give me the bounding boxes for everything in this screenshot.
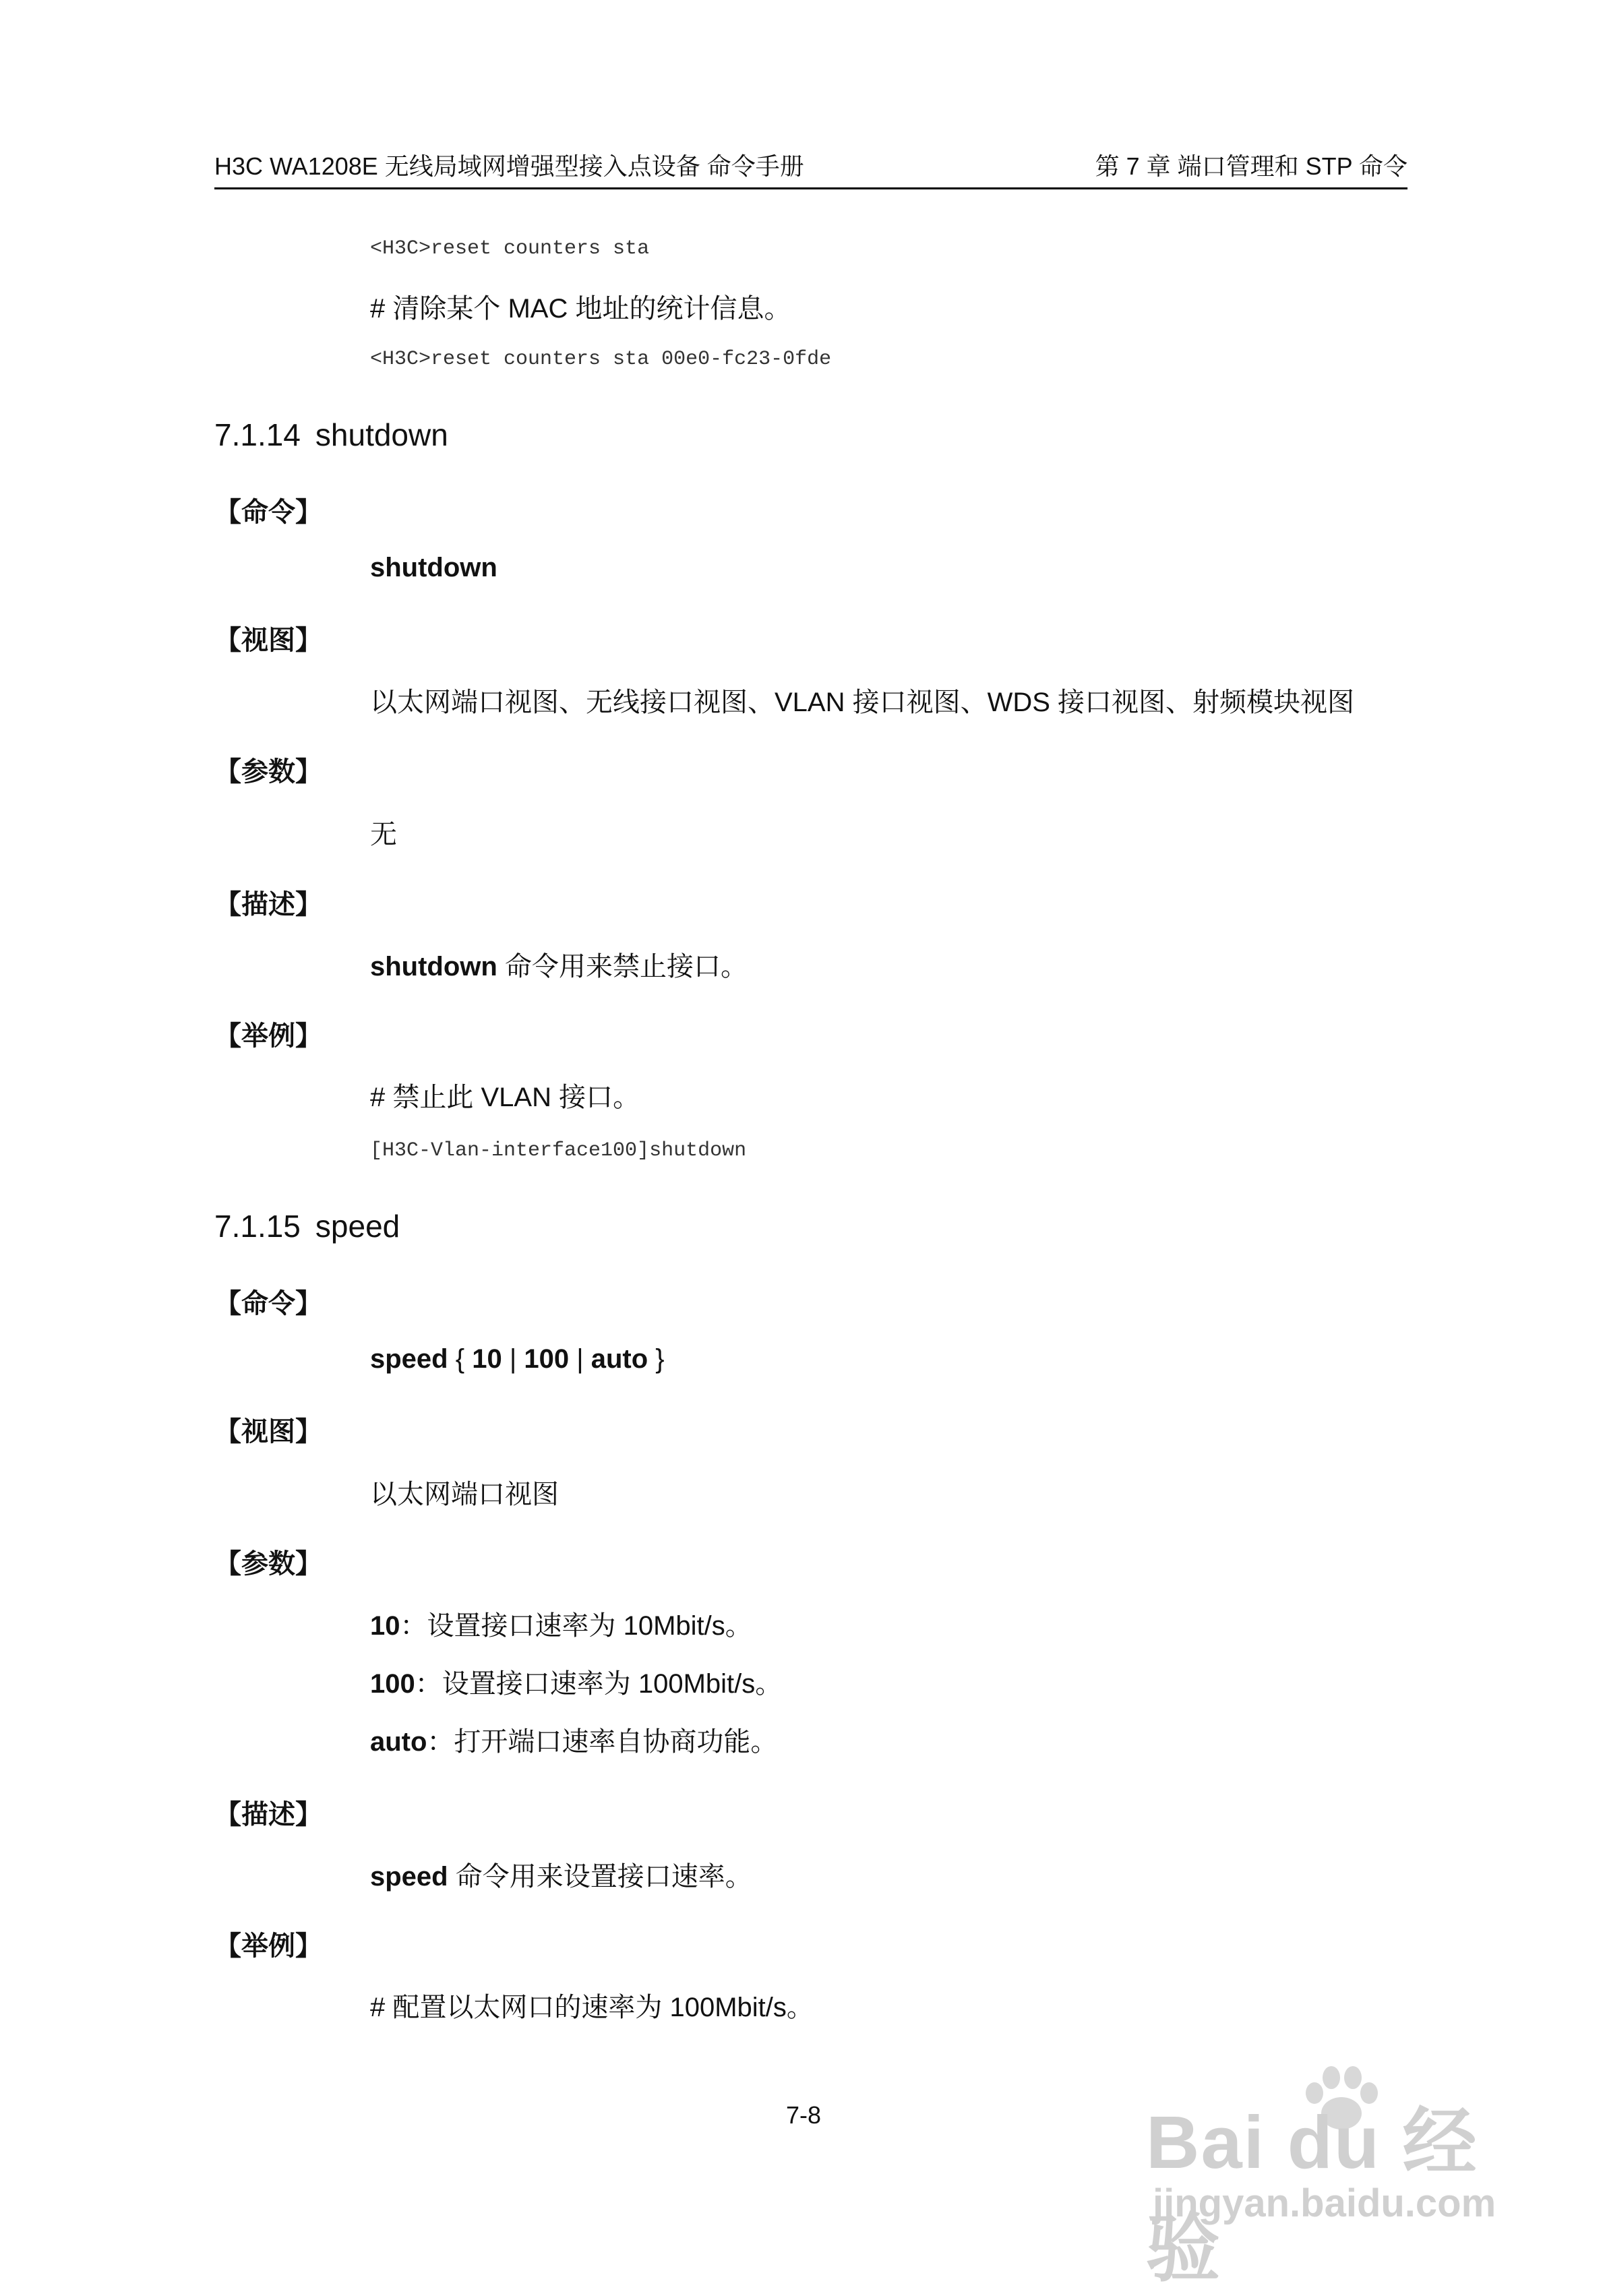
parameter-text: ：设置接口速率为 100Mbit/s。 (415, 1669, 783, 1699)
watermark-url: jingyan.baidu.com (1153, 2181, 1496, 2225)
parameter-key: 100 (370, 1669, 415, 1699)
code-line: [H3C-Vlan-interface100]shutdown (370, 1139, 747, 1162)
code-line: <H3C>reset counters sta 00e0-fc23-0fde (370, 348, 832, 371)
section-number: 7.1.14 (214, 417, 301, 452)
description-text (370, 945, 748, 984)
label-parameters: 【参数】 (214, 757, 322, 787)
example-comment: # 配置以太网口的速率为 100Mbit/s。 (370, 1993, 814, 2022)
syntax-separator: | (569, 1344, 591, 1374)
parameter-item (370, 1720, 777, 1759)
description-rest: 命令用来设置接口速率。 (448, 1862, 752, 1892)
section-title: shutdown (315, 417, 448, 452)
description-text (370, 1855, 752, 1894)
label-example: 【举例】 (214, 1021, 322, 1051)
syntax-option: 10 (472, 1344, 502, 1374)
syntax-option: auto (590, 1344, 648, 1374)
example-comment: # 清除某个 MAC 地址的统计信息。 (370, 294, 791, 324)
command-syntax (370, 553, 497, 583)
section-heading-shutdown (214, 417, 448, 453)
label-description: 【描述】 (214, 1800, 322, 1830)
section-title: speed (315, 1209, 400, 1244)
label-example: 【举例】 (214, 1931, 322, 1961)
command-syntax (370, 1344, 665, 1374)
section-number: 7.1.15 (214, 1209, 301, 1244)
parameters-text: 无 (370, 820, 397, 849)
watermark-logo-text: Bai du 经验 (1146, 2101, 1478, 2291)
baidu-jingyan-watermark (1146, 2063, 1523, 2291)
parameter-key: auto (370, 1727, 427, 1757)
parameter-item (370, 1662, 782, 1701)
description-rest: 命令用来禁止接口。 (497, 952, 748, 981)
label-description: 【描述】 (214, 890, 322, 919)
page-header (214, 150, 1407, 189)
command-keyword: shutdown (370, 553, 497, 582)
header-manual-title: H3C WA1208E 无线局域网增强型接入点设备 命令手册 (214, 152, 804, 180)
syntax-brace-open: { (448, 1344, 473, 1374)
description-keyword: shutdown (370, 952, 497, 981)
syntax-separator: | (502, 1344, 524, 1374)
label-parameters: 【参数】 (214, 1549, 322, 1579)
parameter-text: ：打开端口速率自协商功能。 (427, 1727, 778, 1757)
command-keyword: speed (370, 1344, 448, 1374)
parameter-text: ：设置接口速率为 10Mbit/s。 (400, 1611, 752, 1641)
section-heading-speed (214, 1208, 400, 1244)
label-command: 【命令】 (214, 497, 322, 527)
example-comment: # 禁止此 VLAN 接口。 (370, 1083, 640, 1112)
header-chapter-title: 第 7 章 端口管理和 STP 命令 (1095, 152, 1407, 180)
syntax-option: 100 (524, 1344, 570, 1374)
code-line: <H3C>reset counters sta (370, 237, 650, 260)
page-number: 7-8 (786, 2101, 822, 2129)
syntax-brace-close: } (648, 1344, 665, 1374)
view-text: 以太网端口视图、无线接口视图、VLAN 接口视图、WDS 接口视图、射频模块视图 (370, 688, 1355, 717)
description-keyword: speed (370, 1862, 448, 1892)
label-view: 【视图】 (214, 626, 322, 655)
parameter-item (370, 1604, 752, 1643)
parameter-key: 10 (370, 1611, 400, 1641)
view-text: 以太网端口视图 (370, 1480, 559, 1509)
label-command: 【命令】 (214, 1289, 322, 1319)
label-view: 【视图】 (214, 1417, 322, 1447)
